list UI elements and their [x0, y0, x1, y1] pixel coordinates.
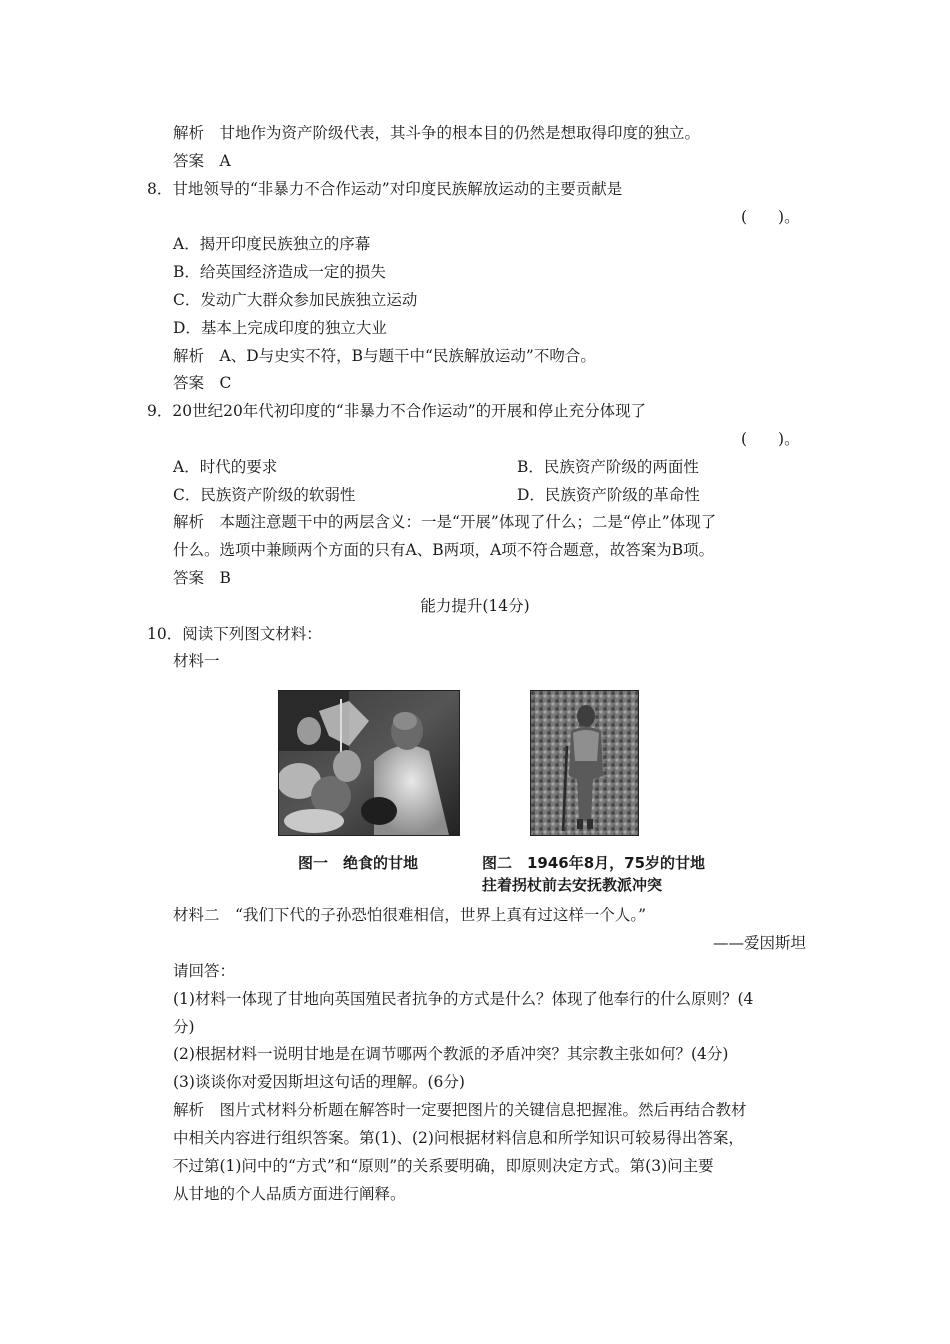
q7-analysis: 解析 甘地作为资产阶级代表，其斗争的根本目的仍然是想取得印度的独立。 [173, 124, 701, 142]
figure2-gandhi-walking-image [531, 691, 638, 835]
q9-answer: 答案 B [173, 569, 231, 587]
q10-analysis-line-2: 中相关内容进行组织答案。第(1)、(2)问根据材料信息和所学知识可较易得出答案， [173, 1129, 744, 1147]
q10-question-2: (2)根据材料一说明甘地是在调节哪两个教派的矛盾冲突？其宗教主张如何？(4分) [173, 1045, 729, 1063]
q10-question-1-cont: 分) [173, 1018, 195, 1036]
q8-stem: 8．甘地领导的“非暴力不合作运动”对印度民族解放运动的主要贡献是 [147, 180, 623, 198]
q10-stem: 10．阅读下列图文材料： [147, 625, 322, 643]
q9-option-a: A．时代的要求 [173, 458, 278, 476]
figure2-caption-line-1: 图二 1946年8月，75岁的甘地 [482, 854, 706, 872]
section-title: 能力提升(14分) [420, 597, 530, 615]
q9-analysis-line-2: 什么。选项中兼顾两个方面的只有A、B两项，A项不符合题意，故答案为B项。 [173, 541, 715, 559]
q9-option-d: D．民族资产阶级的革命性 [517, 486, 700, 504]
q8-blank: ( )。 [741, 208, 800, 226]
q10-material2: 材料二 “我们下代的子孙恐怕很难相信，世界上真有过这样一个人。” [173, 906, 647, 924]
q8-analysis: 解析 A、D与史实不符，B与题干中“民族解放运动”不吻合。 [173, 347, 596, 365]
q8-answer: 答案 C [173, 374, 232, 392]
q10-question-3: (3)谈谈你对爱因斯坦这句话的理解。(6分) [173, 1073, 465, 1091]
q10-analysis-line-4: 从甘地的个人品质方面进行阐释。 [173, 1185, 406, 1203]
q9-blank: ( )。 [741, 430, 800, 448]
q9-option-b: B．民族资产阶级的两面性 [517, 458, 699, 476]
figure1-gandhi-fasting-image [279, 691, 459, 835]
figure2-photo [530, 690, 639, 836]
figure1-photo [278, 690, 460, 836]
q8-option-c: C．发动广大群众参加民族独立运动 [173, 291, 418, 309]
q10-question-1: (1)材料一体现了甘地向英国殖民者抗争的方式是什么？体现了他奉行的什么原则？(4 [173, 990, 754, 1008]
q8-option-d: D．基本上完成印度的独立大业 [173, 319, 387, 337]
figure2-caption-line-2: 拄着拐杖前去安抚教派冲突 [482, 876, 663, 894]
q10-analysis-line-3: 不过第(1)问中的“方式”和“原则”的关系要明确，即原则决定方式。第(3)问主要 [173, 1157, 714, 1175]
q8-option-b: B．给英国经济造成一定的损失 [173, 263, 386, 281]
q9-analysis-line-1: 解析 本题注意题干中的两层含义：一是“开展”体现了什么；二是“停止”体现了 [173, 513, 717, 531]
figure1-caption: 图一 绝食的甘地 [298, 854, 419, 872]
q10-material1-label: 材料一 [173, 652, 220, 670]
q10-material2-source: ——爱因斯坦 [712, 934, 806, 952]
q8-option-a: A．揭开印度民族独立的序幕 [173, 235, 371, 253]
q10-analysis-line-1: 解析 图片式材料分析题在解答时一定要把图片的关键信息把握准。然后再结合教材 [173, 1101, 747, 1119]
q9-stem: 9．20世纪20年代初印度的“非暴力不合作运动”的开展和停止充分体现了 [147, 402, 647, 420]
q7-answer: 答案 A [173, 152, 231, 170]
q10-prompt: 请回答： [173, 962, 236, 980]
q9-option-c: C．民族资产阶级的软弱性 [173, 486, 356, 504]
